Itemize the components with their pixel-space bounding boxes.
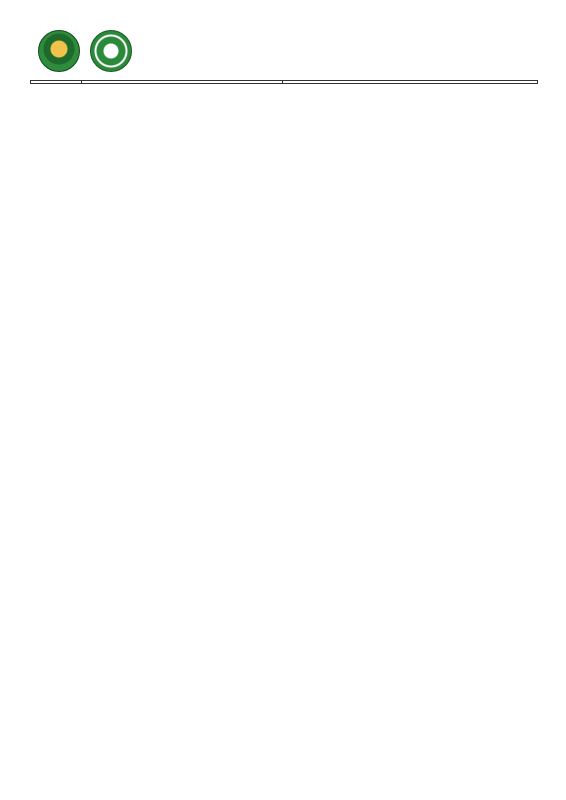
andaman-row-3 <box>30 536 538 548</box>
lower-section <box>30 490 538 552</box>
tmd-emblem-logo <box>38 30 80 72</box>
table-header-row <box>31 81 538 84</box>
header-temperature <box>283 81 538 84</box>
gulf-row-2 <box>30 502 538 514</box>
andaman-row-2 <box>30 525 538 537</box>
header-rain <box>82 81 283 84</box>
gulf-row-1 <box>30 490 538 502</box>
report-header <box>30 24 538 78</box>
header-region <box>31 81 82 84</box>
ministry-emblem-logo <box>90 30 132 72</box>
andaman-row-1 <box>30 513 538 525</box>
weather-summary-table <box>30 80 538 84</box>
tide-day-row <box>30 552 538 564</box>
